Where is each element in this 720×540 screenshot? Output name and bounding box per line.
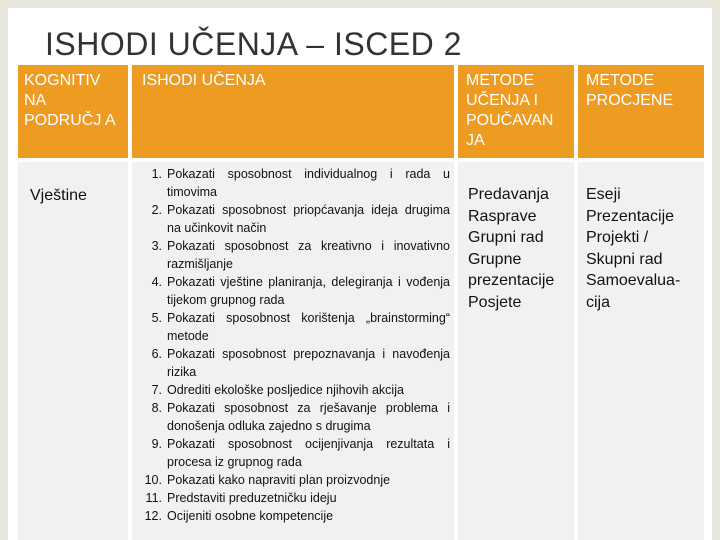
assessment-method-line: cija (586, 293, 611, 311)
outcome-item (134, 471, 456, 489)
outcome-number: 12. (144, 509, 162, 523)
assessment-methods-list (586, 184, 704, 313)
outcome-number: 9. (151, 437, 162, 451)
outcome-item (134, 309, 456, 345)
outcome-text: Ocijeniti osobne kompetencije (167, 509, 334, 523)
outcome-text: Predstaviti preduzetničku ideju (167, 491, 337, 505)
outcome-number: 4. (151, 275, 162, 289)
assessment-method-line: Eseji (586, 186, 621, 203)
outcome-item (134, 435, 456, 471)
header-domain: KOGNITIV NA PODRUČJ A (18, 65, 130, 160)
outcome-text: Pokazati sposobnost prepoznavanja i navođenja rizika (167, 347, 450, 379)
row-teaching-methods (456, 160, 576, 540)
outcome-text: Pokazati sposobnost priopćavanja ideja drugima na učinkovit način (167, 203, 450, 235)
outcome-item (134, 507, 456, 525)
teaching-method-line: Grupne (468, 250, 522, 268)
outcome-text: Pokazati sposobnost korištenja „brainstorming“ metode (167, 311, 450, 343)
teaching-method-line: Grupni rad (468, 229, 544, 246)
header-assessment-methods: METODE PROCJENE (576, 65, 704, 160)
teaching-method-line: Rasprave (468, 207, 537, 225)
outcome-number: 2. (151, 203, 162, 217)
slide-frame-right (712, 0, 720, 540)
outcome-item (134, 381, 456, 399)
row-assessment-methods (576, 160, 704, 540)
teaching-method-line: prezentacije (468, 272, 555, 289)
outcome-item (134, 165, 456, 201)
column-divider (574, 65, 578, 540)
outcome-text: Odrediti ekološke posljedice njihovih akcija (167, 383, 404, 397)
outcome-text: Pokazati sposobnost za kreativno i inovativno razmišljanje (167, 239, 450, 271)
outcome-number: 10. (144, 473, 162, 487)
outcome-item (134, 201, 456, 237)
row-outcomes (130, 160, 456, 540)
outcome-text: Pokazati kako napraviti plan proizvodnje (167, 473, 391, 487)
page-title: ISHODI UČENJA – ISCED 2 (45, 26, 462, 62)
outcome-item (134, 273, 456, 309)
slide-frame-left (0, 0, 8, 540)
row-domain: Vještine (18, 160, 130, 540)
assessment-method-line: Skupni rad (586, 250, 663, 268)
outcome-number: 1. (151, 167, 162, 181)
learning-outcomes-table (18, 65, 704, 540)
outcome-number: 6. (151, 347, 162, 361)
outcome-number: 5. (151, 311, 162, 325)
outcome-item (134, 237, 456, 273)
outcome-item (134, 399, 456, 435)
outcome-text: Pokazati sposobnost ocijenjivanja rezultata i procesa iz grupnog rada (167, 437, 450, 469)
outcome-number: 3. (151, 239, 162, 253)
teaching-methods-list (468, 184, 576, 313)
outcomes-list (134, 165, 456, 525)
column-divider (454, 65, 458, 540)
header-teaching-methods: METODE UČENJA I POUČAVAN JA (456, 65, 576, 160)
header-outcomes: ISHODI UČENJA (130, 65, 456, 160)
column-divider (128, 65, 132, 540)
teaching-method-line: Posjete (468, 293, 522, 311)
outcome-text: Pokazati vještine planiranja, delegiranja i vođenja tijekom grupnog rada (167, 275, 450, 307)
outcome-text: Pokazati sposobnost za rješavanje problema i donošenja odluka zajedno s drugima (167, 401, 450, 433)
outcome-item (134, 345, 456, 381)
outcome-number: 11. (145, 491, 162, 505)
outcome-item (134, 489, 456, 507)
assessment-method-line: Projekti / (586, 229, 649, 246)
slide-frame-top (0, 0, 720, 8)
outcome-number: 7. (151, 383, 162, 397)
outcome-number: 8. (151, 401, 162, 415)
outcome-text: Pokazati sposobnost individualnog i rada u timovima (167, 167, 450, 199)
assessment-method-line: Prezentacije (586, 207, 675, 225)
row-divider (18, 158, 704, 162)
assessment-method-line: Samoevalua- (586, 272, 681, 289)
teaching-method-line: Predavanja (468, 186, 549, 203)
